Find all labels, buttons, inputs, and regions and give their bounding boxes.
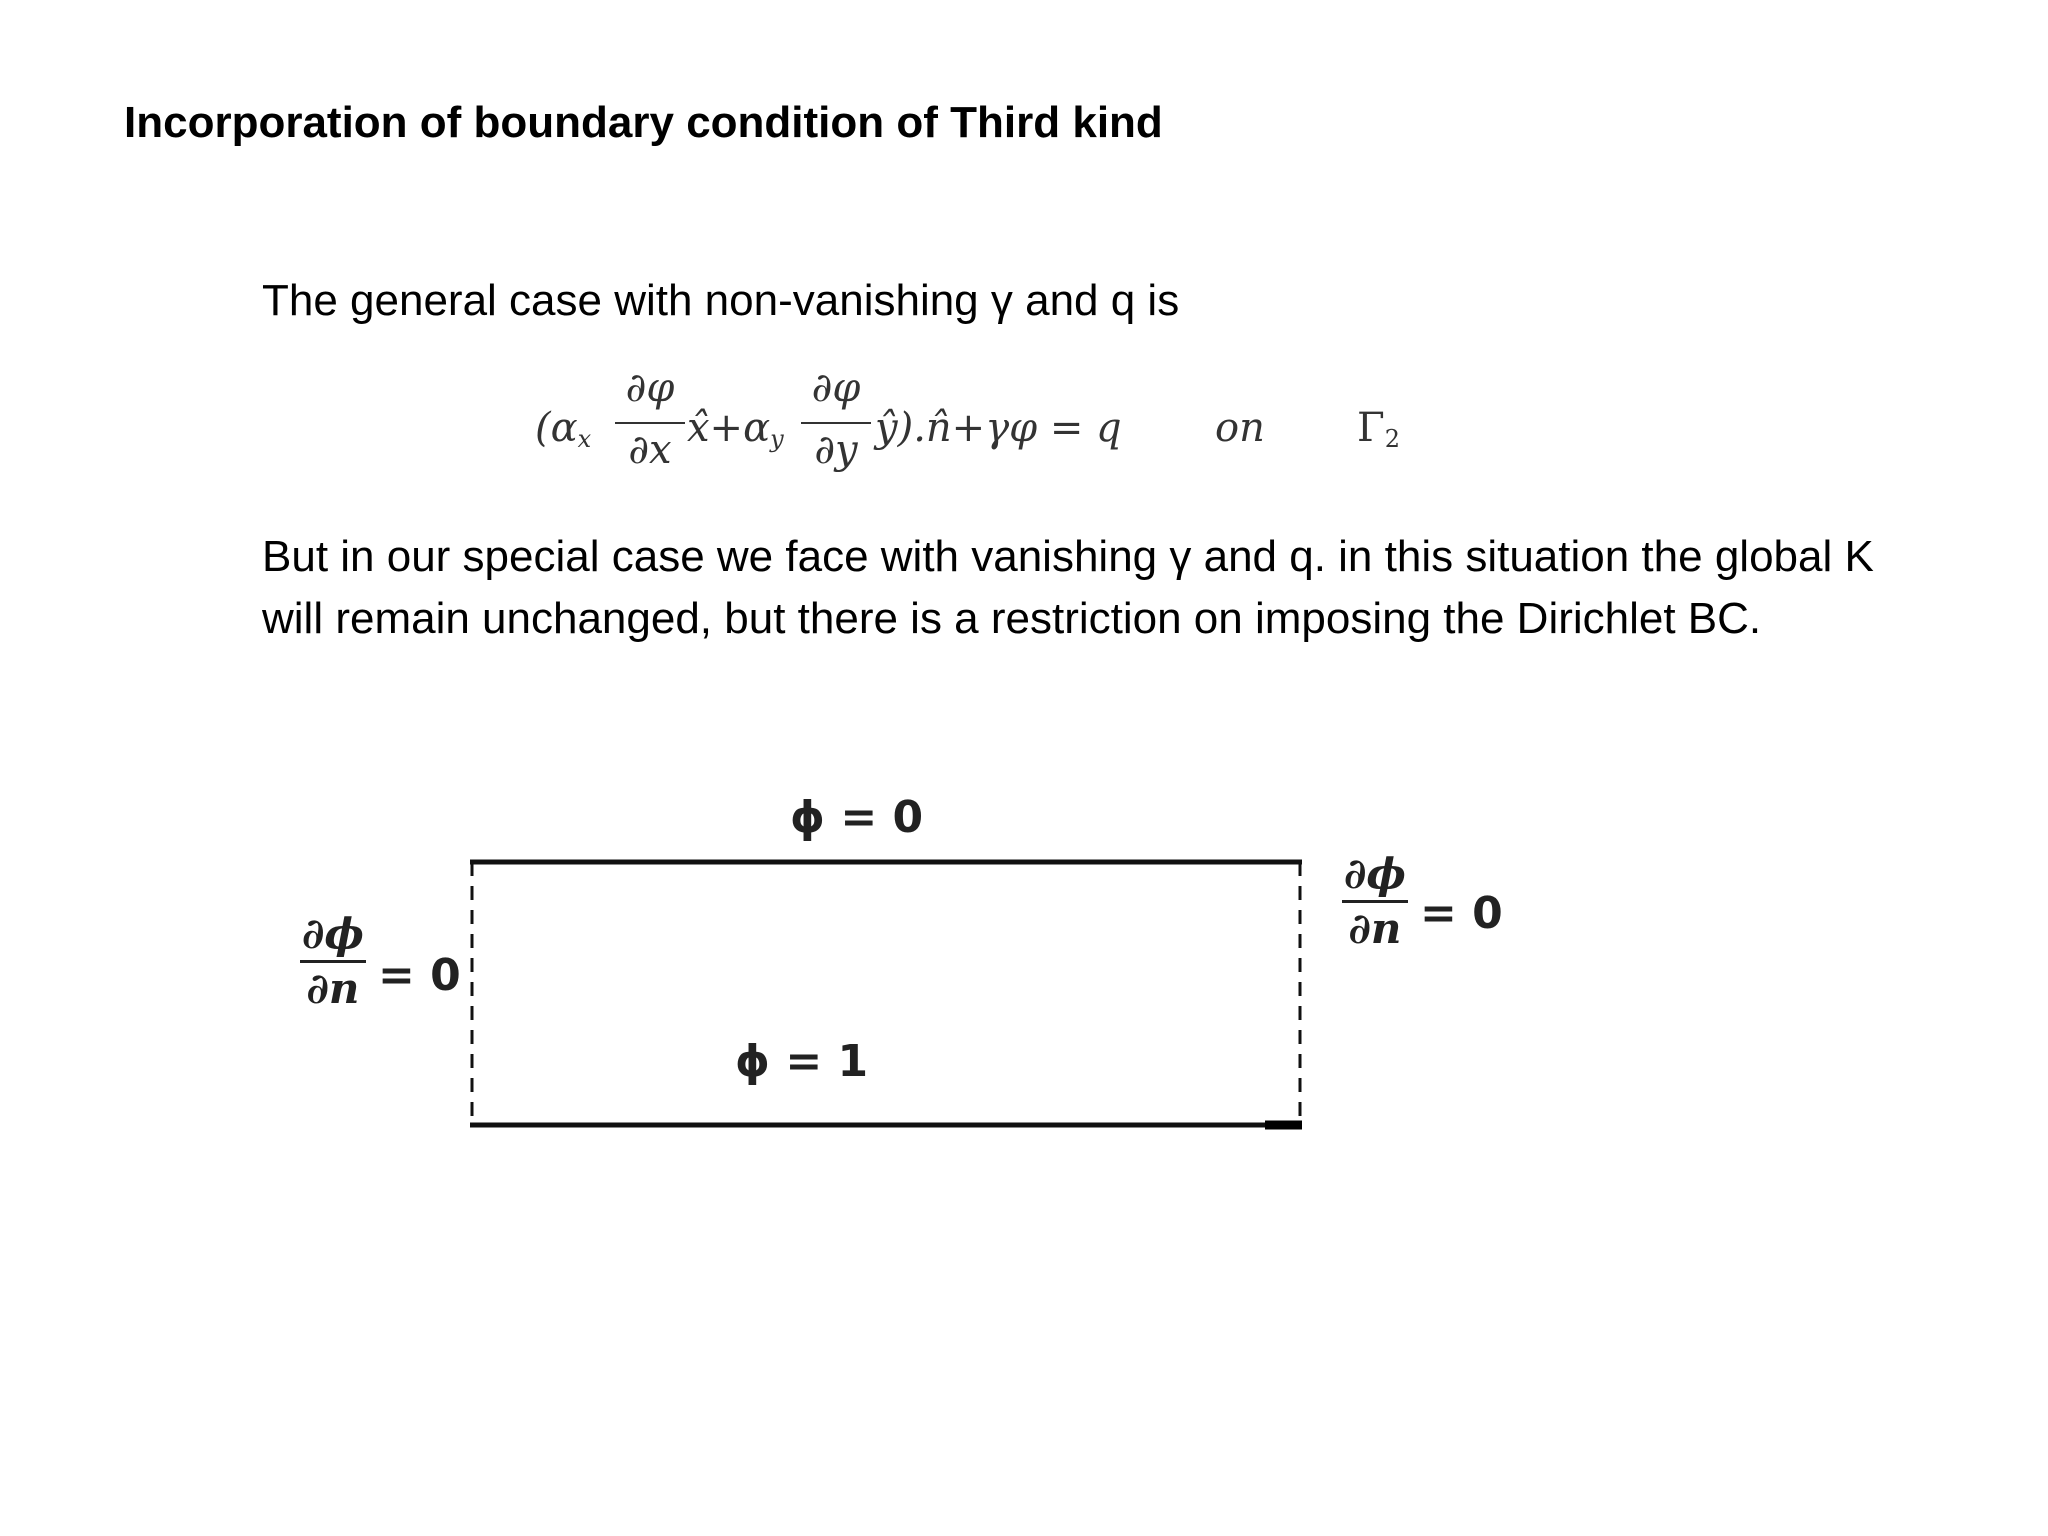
eq-mid2: ŷ).n̂+γφ = q xyxy=(875,405,1122,451)
explanation-line-1: But in our special case we face with vanishing γ and q. in this situation the global K xyxy=(262,532,1874,581)
top-boundary-label: ϕ = 0 xyxy=(790,792,924,843)
eq-gamma: $\Gamma_2$ xyxy=(1357,405,1401,453)
eq-mid1: $x̂+\alpha_y$ xyxy=(687,405,784,453)
right-neumann-fraction xyxy=(1342,850,1408,953)
eq-frac1-bar xyxy=(615,422,685,424)
slide-title: Incorporation of boundary condition of Third kind xyxy=(124,98,1163,147)
eq-frac1-num: ∂φ xyxy=(625,365,675,411)
eq-frac2-den: ∂y xyxy=(814,427,858,473)
eq-sub-y: y xyxy=(770,425,784,453)
left-fraction-bar xyxy=(300,960,366,963)
left-fraction-numerator: ∂ϕ xyxy=(302,909,364,958)
right-fraction-bar xyxy=(1342,900,1408,903)
right-neumann-value: = 0 xyxy=(1420,888,1503,939)
eq-frac1-den: ∂x xyxy=(628,427,672,473)
eq-frac2-bar xyxy=(801,422,871,424)
eq-frac2-num: ∂φ xyxy=(811,365,861,411)
left-neumann-value: = 0 xyxy=(378,950,461,1001)
right-fraction-denominator: ∂n xyxy=(1348,904,1402,953)
eq-gamma-sub: 2 xyxy=(1384,425,1401,453)
left-fraction-denominator: ∂n xyxy=(306,964,360,1013)
eq-open: ($\alpha_x$ xyxy=(535,405,592,453)
eq-sub-x: x xyxy=(577,425,592,453)
eq-on: on xyxy=(1215,405,1265,451)
right-fraction-numerator: ∂ϕ xyxy=(1344,849,1406,898)
explanation-line-2: will remain unchanged, but there is a restriction on imposing the Dirichlet BC. xyxy=(262,594,1762,643)
intro-text: The general case with non-vanishing γ and q is xyxy=(262,276,1180,325)
explanation-text xyxy=(262,526,1874,650)
bottom-boundary-label: ϕ = 1 xyxy=(735,1036,869,1087)
domain-diagram xyxy=(280,780,1560,1160)
left-neumann-fraction xyxy=(300,910,366,1013)
